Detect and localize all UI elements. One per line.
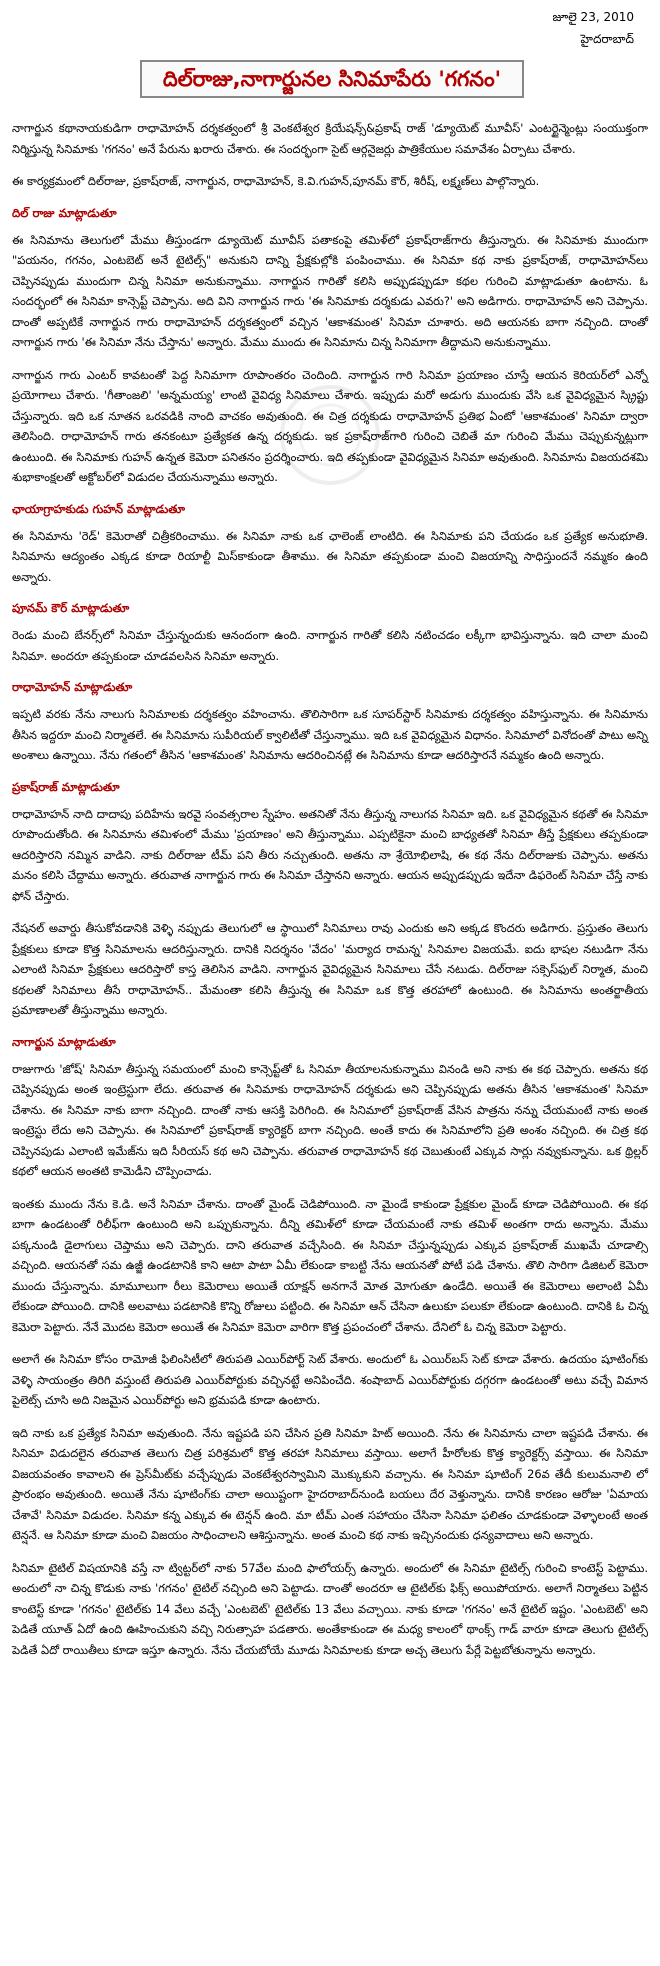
article-body bbox=[12, 118, 648, 1672]
article-headline: దిల్‌రాజు,నాగార్జునల సినిమాపేరు 'గగనం' bbox=[140, 60, 524, 98]
section-heading: ప్రకాష్‌రాజ్ మాట్లాడుతూ bbox=[12, 779, 120, 794]
article-paragraph: ఈ సినిమాను తెలుగులో మేము తీస్తుండగా డ్యూయెట్ మూవీస్ పతాకంపై తమిళ్‌లో ప్రకాష్‌రాజ్‌గారు తీస్తున్నారు. ఈ సినిమాకు ముందుగా "పయనం, గగనం, ఎంటబెట్ అనే టైటిల్స్" అనుకుని దాన్ని ప్రేక్షకుల్లోకి పంపించాము. ఈ సినిమా కథ నాకు ప్రకాష్‌రాజ్, రాధామోహన్‌లు చెప్పినప్పుడు ముందుగా చిన్న సినిమా అనుకున్నాము. నాగార్జున గారితో కలిసి అప్పుడప్పుడూ కథల గురించి మాట్లాడుతూ ఉంటాను. ఓ సందర్భంలో ఈ సినిమా కాన్సెప్ట్ చెప్పాను. అది విని నాగార్జున గారు 'ఈ సినిమాకు దర్శకుడు ఎవరు?' అని అడిగారు. రాధామోహన్ అని చెప్పాను. దాంతో అప్పటికే నాగార్జున గారు రాధామోహన్ దర్శకత్వంలో వచ్చిన 'ఆకాశమంత' సినిమా చూశారు. అది ఆయనకు బాగా నచ్చింది. దాంతో నాగార్జున గారు 'ఈ సినిమా నేను చేస్తాను' అన్నారు. మేము ముందు ఈ సినిమాను చిన్న సినిమాగా తీద్దామని అనుకున్నాము. bbox=[12, 232, 648, 349]
article-paragraph: రాధామోహన్ నాది దాదాపు పదిహేను ఇరవై సంవత్సరాల స్నేహం. అతనితో నేను తీస్తున్న నాలుగవ సినిమా ఇది. ఒక వైవిధ్యమైన కథతో ఈ సినిమా రూపొందుతోంది. ఈ సినిమాను తమిళంలో మేము 'ప్రయాణం' అని తీస్తున్నాము. ఎప్పటికైనా మంచి బాధ్యతతో సినిమా తీస్తే ప్రేక్షకులు తప్పకుండా ఆదరిస్తారని నమ్మిన వాడిని. నాకు దిల్‌రాజు టీమ్ పని తీరు నచ్చుతుంది. అతను నా శ్రేయోభిలాషి, ఈ కథ నేను దిల్‌రాజుకు చెప్పాను. అతను మనం కలిసి చేద్దాము అన్నారు. తరువాత నాగార్జున గారు ఈ సినిమా చేస్తానని అన్నారు. ఆయన అప్పుడప్పుడు ఇదేనా డిఫరెంట్ సినిమా చేస్తే నాకు ఫోన్ చేస్తారు. bbox=[12, 806, 648, 903]
article-date: జూలై 23, 2010 bbox=[552, 10, 634, 24]
article-paragraph: నాగార్జున కథానాయకుడిగా రాధామోహన్ దర్శకత్వంలో శ్రీ వెంకటేశ్వర క్రియేషన్స్&ప్రకాష్ రాజ్ 'డ్యూయెట్ మూవీస్' ఎంటర్టైన్మెంట్లు సంయుక్తంగా నిర్మిస్తున్న సినిమాకు 'గగనం' అనే పేరును ఖరారు చేశారు. ఈ సందర్భంగా సైట్ ఆర్గనైజర్లు పాత్రికేయుల సమావేశం ఏర్పాటు చేశారు. bbox=[12, 121, 648, 156]
article-place: హైదరాబాద్ bbox=[580, 32, 634, 46]
article-paragraph: ఈ సినిమాను 'రెడ్' కెమెరాతో చిత్రీకరించాము. ఈ సినిమా నాకు ఒక ఛాలెంజ్ లాంటిది. ఈ సినిమాకు పని చేయడం ఒక ప్రత్యేక అనుభూతి. సినిమాను ఆద్యంతం ఎక్కడ కూడా రియాల్టీ మిస్‌కాకుండా తీశాము. ఈ సినిమా తప్పకుండా మంచి విజయాన్ని సాధిస్తుందనే నమ్మకం ఉంది అన్నారు. bbox=[12, 528, 648, 584]
article-paragraph: అలాగే ఈ సినిమా కోసం రామోజీ ఫిలింసిటీలో తిరుపతి ఎయిర్‌పోర్ట్ సెట్ వేశారు. అందులో ఓ ఎయిర్‌బస్ సెట్ కూడా వేశారు. ఉదయం షూటింగ్‌కు వెళ్ళి సాయంత్రం తిరిగి వస్తుంటే తిరుపతి ఎయిర్‌పోర్టుకు వచ్చినట్టే అనిపించేది. శంషాబాద్ ఎయిర్‌పోర్టుకు దగ్గరగా ఉండటంతో అటు వచ్చే విమాన పైలెట్స్ చూసి అది నిజమైన ఎయిర్‌పోర్టు అని భ్రమపడి కూడా ఉంటారు. bbox=[12, 1352, 648, 1407]
article-paragraph: ఇది నాకు ఒక ప్రత్యేక సినిమా అవుతుంది. నేను ఇష్టపడి పని చేసిన ప్రతి సినిమా హిట్ అయింది. నేను ఈ సినిమాను చాలా ఇష్టపడి చేశాను. ఈ సినిమా విడుదలైన తరువాత తెలుగు చిత్ర పరిశ్రమలో కొత్త తరహా సినిమాలు వస్తాయి. అలాగే హీరోలకు కొత్త క్యారెక్టర్స్ వస్తాయి. ఈ సినిమా విజయవంతం కావాలని ఈ ప్రెస్‌మీట్‌కు వచ్చేప్పుడు వెంకటేశ్వరస్వామిని మొక్కుకుని వచ్చాను. ఈ సినిమా షూటింగ్ 26వ తేదీ కులుమనాలి లో ప్రారంభం అవుతుంది. అయితే నేను షూటింగ్‌కు చాలా అయిష్టంగా హైదరాబాద్‌నుండి బయలు దేర వెళ్తున్నాను. దానికి కారణం ఆరోజు 'ఏమాయ చేశావే' సినిమా విడుదల. సినిమా కన్న ఎక్కువ ఈ టెన్షన్ ఉంది. మా టీమ్ ఎంత సహాయం చేసినా సినిమా ఫలితం చూడకుండా వెళ్ళాలంటే అంత టెన్షనే. ఆ సినిమా కూడా మంచి విజయం సాధించాలని ఆశిస్తున్నాను. అంత మంచి కథ నాకు ఇచ్చినందుకు ధన్యవాదాలు అని అన్నారు. bbox=[12, 1425, 649, 1542]
article-paragraph: ఇంతకు ముందు నేను కె.డి. అనే సినిమా చేశాను. దాంతో మైండ్ చెడిపోయింది. నా మైండే కాకుండా ప్రేక్షకుల మైండ్ కూడా చెడిపోయింది. ఈ కథ బాగా ఉండటంతో రిలీఫ్‌గా ఉంటుంది అని ఒప్పుకున్నాను. దీన్ని తమిళ్‌లో కూడా చేయమంటే నాకు తమిళ్ అంతగా రాదు అన్నాను. మేము పక్కనుండి డైలాగులు చెప్తాము అని చెప్పారు. దాని తరువాత వచ్చేసింది. ఈ సినిమా చేస్తున్నప్పుడు ఎక్కువ ప్రకాష్‌రాజ్ ముఖమే చూడాల్సి వచ్చింది. ఆయనతో సమ ఉజ్జీ ఉండటానికి కాని ఆటా పాటా ఏమీ లేకుండా కాబట్టి నేను ఆయనతో పోటీ పడి చేశాను. తొలి సారిగా డిజిటల్ కెమెరా ముందు చేస్తున్నాను. మామూలుగా రీలు కెమెరాలు అయితే యాక్షన్ అనగానే మోత మోగుతూ ఉండేది. అయితే ఈ కెమెరాలు అలాంటి ఏమీ లేకుండా పోయింది. దానికి అలవాటు పడటానికి కొన్ని రోజులు పట్టింది. ఈ సినిమా ఆన్ చేసినా ఉలుకూ పలుకూ లేకుండా ఉంటుంది. దానికి ఓ చిన్న కెమెరా పెట్టారు. నేనే మొదట కెమెరా అయితే ఈ సినిమా కెమెరా వారిగా కొత్త ప్రపంచంలో చేశాను. దేనిలో ఓ చిన్న కెమెరా పెట్టారు. bbox=[12, 1196, 648, 1334]
article-paragraph: నాగార్జున గారు ఎంటర్ కావటంతో పెద్ద సినిమాగా రూపాంతరం చెందింది. నాగార్జున గారి సినిమా ప్రయాణం చూస్తే ఆయన కెరియర్‌లో ఎన్నో ప్రయోగాలు చేశారు. 'గీతాంజలి' 'అన్నమయ్య' లాంటి వైవిధ్య సినిమాలు చేశారు. ఇప్పుడు మరో అడుగు ముందుకు వేసి ఒక వైవిధ్యమైన స్క్రిప్టు చేస్తున్నారు. ఇది ఒక నూతన ఒరవడికి నాంది వాచకం అవుతుంది. ఈ చిత్ర దర్శకుడు రాధామోహన్ ప్రతిభ ఏంటో 'ఆకాశమంత' సినిమా ద్వారా తెలిసింది. రాధామోహన్ గారు తనకంటూ ప్రత్యేకత ఉన్న దర్శకుడు. ఇక ప్రకాష్‌రాజ్‌గారి గురించి చెబితే మా గురించి మేము చెప్పుకున్నట్లుగా ఉంటుంది. ఈ సినిమాకు గుహన్ ఉన్నత కెమెరా పనితనం ప్రదర్శించారు. ఇది తప్పకుండా వైవిధ్యమైన సినిమా అవుతుంది. సినిమాను విజయదశమి శుభాకాంక్షలతో అక్టోబర్‌లో విడుదల చేయనున్నాము అన్నారు. bbox=[12, 367, 648, 484]
section-heading: రాధామోహన్ మాట్లాడుతూ bbox=[12, 680, 133, 694]
section-heading: దిల్ రాజు మాట్లాడుతూ bbox=[12, 205, 117, 220]
article-paragraph: ఇప్పటి వరకు నేను నాలుగు సినిమాలకు దర్శకత్వం వహించాను. తొలిసారిగా ఒక సూపర్‌స్టార్ సినిమాకు దర్శకత్వం వహిస్తున్నాను. ఈ సినిమాను తీసిన ఇద్దరూ మంచి నిర్మాతలే. ఈ సినిమాను సుపీరియల్ క్వాలిటీతో చేస్తున్నాము. ఇది ఒక వైవిధ్యమైన విధానం. సినిమాలో వినోదంతో పాటు అన్ని అంశాలు ఉన్నాయి. నేను గతంలో తీసిన 'ఆకాశమంత' సినిమాను ఆదరించినట్లే ఈ సినిమాను కూడా ఆదరిస్తారనే నమ్మకం ఉంది అన్నారు. bbox=[12, 707, 648, 762]
article-paragraph: నేషనల్ అవార్డు తీసుకోవడానికి వెళ్ళి నప్పుడు తెలుగులో ఆ స్థాయిలో సినిమాలు రావు ఎందుకు అని అక్కడ కొందరు అడిగారు. ప్రస్తుతం తెలుగు ప్రేక్షకులు కూడా కొత్త సినిమాలను ఆదరిస్తున్నారు. దానికి నిదర్శనం 'వేదం' 'మర్యాద రామన్న' సినిమాల విజయమే. ఐదు భాషల నటుడిగా నేను ఎలాంటి సినిమా ప్రేక్షకులు ఆదరిస్తారో కాస్త తెలిసిన వాడిని. నాగార్జున వైవిధ్యమైన సినిమాలు చేసే నటుడు. దిల్‌రాజు సక్సెస్‌ఫుల్ నిర్మాత, మంచి కథలతో సినిమాలు తీసే రాధామోహన్.. మేమంతా కలిసి తీస్తున్న ఈ సినిమా ఒక కొత్త తరహాలో ఉంటుంది. ఈ సినిమాను అంతర్జాతీయ ప్రమాణాలతో తీస్తున్నాము అన్నారు. bbox=[12, 921, 648, 1017]
dateline bbox=[552, 6, 634, 50]
article-paragraph: సినిమా టైటిల్ విషయానికి వస్తే నా ట్విట్టర్‌లో నాకు 57వేల మంది ఫాలోయర్స్ ఉన్నారు. అందులో ఈ సినిమా టైటిల్స్ గురించి కాంటెస్ట్ పెట్టాము. అందులో నా చిన్న కొడుకు నాకు 'గగనం' టైటిల్ నచ్చింది అని పెట్టాడు. దాంతో అందరూ ఆ టైటిల్‌కు ఫిక్స్ అయిపోయారు. అలాగే నిర్మాతలు పెట్టిన కాంటెస్ట్ కూడా 'గగనం' టైటిల్‌కు 14 వేలు వచ్చే 'ఎంటబెట్' టైటిల్‌కు 13 వేలు వచ్చాయి. నాకు కూడా 'గగనం' అనే టైటిల్ ఇష్టం. 'ఎంటబెట్' అని పెడితే యూత్ ఏదో ఉంది ఊహించుకుని వచ్చి నిరుత్సాహ పడతారు. అంతేకాకుండా ఈ మధ్య కాలంలో థాంక్స్ గాడ్ వారూ కూడా తెలుగు టైటిల్స్ పెడితే ఏదో రాయితీలు కూడా ఇస్తూ ఉన్నారు. నేను చేయబోయే మూడు సినిమాలకు కూడా అచ్చ తెలుగు పేర్లే పెట్టబోతున్నాను అన్నారు. bbox=[12, 1560, 648, 1657]
section-heading: ఛాయాగ్రాహకుడు గుహన్ మాట్లాడుతూ bbox=[12, 501, 186, 516]
article-paragraph: రెండు మంచి బేనర్స్‌లో సినిమా చేస్తున్నందుకు ఆనందంగా ఉంది. నాగార్జున గారితో కలిసి నటించడం లక్కీగా భావిస్తున్నాను. ఇది చాలా మంచి సినిమా. అందరూ తప్పకుండా చూడవలసిన సినిమా అన్నారు. bbox=[12, 628, 648, 663]
section-heading: నాగార్జున మాట్లాడుతూ bbox=[12, 1034, 116, 1049]
article-paragraph: రాజుగారు 'జోష్' సినిమా తీస్తున్న సమయంలో మంచి కాన్సెప్ట్‌తో ఓ సినిమా తీయాలనుకున్నాము వినండి అని నాకు ఈ కథ చెప్పారు. అతను కథ చెప్పినప్పుడు అంత ఇంట్రెస్టుగా లేదు. తరువాత ఈ సినిమాకు రాధామోహన్ దర్శకుడు అని చెప్పినప్పుడు అతను తీసిన 'ఆకాశమంత' సినిమా చేశాను. ఈ సినిమా నాకు బాగా నచ్చింది. దాంతో నాకు ఆసక్తి పెరిగింది. ఈ సినిమాలో ప్రకాష్‌రాజ్ వేసిన పాత్రను నన్ను చేయమంటే నాకు అంత ఇంట్రెస్టు లేదు అని చెప్పాను. ఈ సినిమాలో ప్రకాష్‌రాజ్ క్యారెక్టర్ బాగా నచ్చింది. అంతే కాదు ఈ సినిమాలోని ప్రతి అంశం నచ్చింది. ఈ చిత్ర కథ చెప్పినపుడు ఎలాంటి ఇమేజ్‌ను ఇది సీరియస్ కథ అని చెప్పాను. తరువాత రాధామోహన్ కథ చెబుతుంటే ఎక్కువ సార్లు నవ్వుకున్నాను. ఒక థ్రిల్లర్ కథలో ఆయన అంతటి కామెడీని చొప్పించాడు. bbox=[12, 1061, 648, 1178]
section-heading: పూనమ్ కౌర్ మాట్లాడుతూ bbox=[12, 601, 130, 615]
article-paragraph: ఈ కార్యక్రమంలో దిల్‌రాజు, ప్రకాష్‌రాజ్, నాగార్జున, రాధామోహన్, కె.వి.గుహన్,పూనమ్ కౌర్, శిరీష్, లక్ష్మణ్‌లు పాల్గొన్నారు. bbox=[12, 174, 540, 188]
